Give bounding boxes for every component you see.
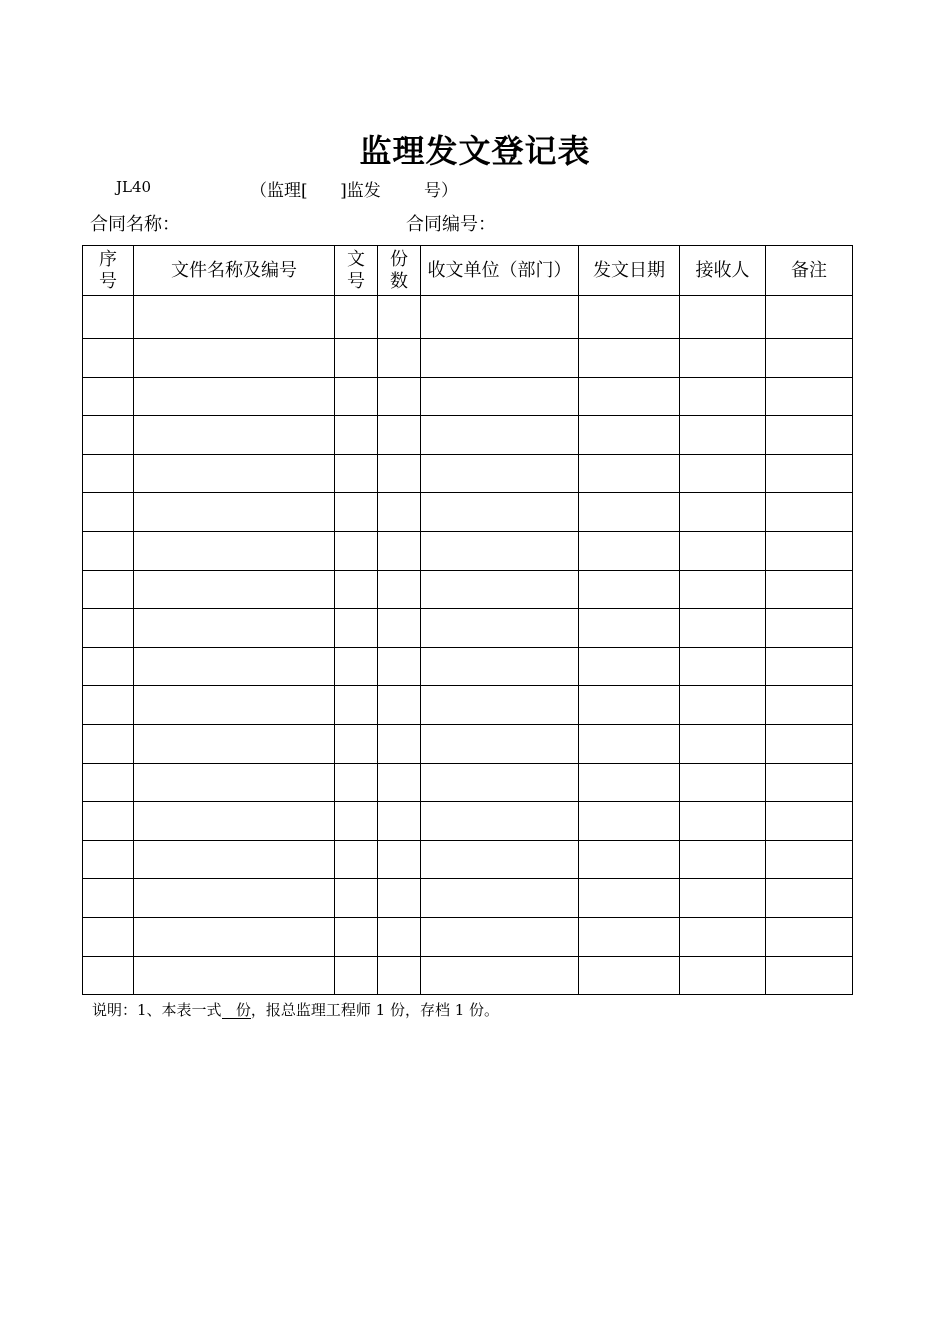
cell-remarks[interactable] — [766, 454, 853, 493]
cell-receiver[interactable] — [680, 570, 766, 609]
table-row — [83, 531, 853, 570]
cell-receiver[interactable] — [680, 377, 766, 416]
cell-recipient-unit[interactable] — [421, 724, 579, 763]
cell-send-date[interactable] — [579, 917, 680, 956]
cell-copies[interactable] — [378, 724, 421, 763]
table-row — [83, 416, 853, 455]
table-row — [83, 724, 853, 763]
cell-send-date[interactable] — [579, 840, 680, 879]
cell-doc-no[interactable] — [335, 686, 378, 725]
cell-receiver[interactable] — [680, 454, 766, 493]
cell-recipient-unit[interactable] — [421, 647, 579, 686]
cell-seq[interactable] — [83, 724, 134, 763]
cell-receiver[interactable] — [680, 531, 766, 570]
cell-file-name[interactable] — [134, 840, 335, 879]
cell-copies[interactable] — [378, 879, 421, 918]
contract-name-label: 合同名称： — [90, 214, 180, 235]
cell-recipient-unit[interactable] — [421, 377, 579, 416]
table-row — [83, 377, 853, 416]
cell-remarks[interactable] — [766, 531, 853, 570]
cell-seq[interactable] — [83, 339, 134, 378]
cell-seq[interactable] — [83, 879, 134, 918]
header-copies: 份数 — [378, 246, 421, 296]
cell-recipient-unit[interactable] — [421, 917, 579, 956]
footnote — [92, 999, 499, 1020]
cell-doc-no[interactable] — [335, 840, 378, 879]
cell-doc-no[interactable] — [335, 531, 378, 570]
cell-doc-no[interactable] — [335, 647, 378, 686]
cell-send-date[interactable] — [579, 416, 680, 455]
cell-receiver[interactable] — [680, 339, 766, 378]
cell-seq[interactable] — [83, 686, 134, 725]
cell-copies[interactable] — [378, 296, 421, 339]
cell-copies[interactable] — [378, 531, 421, 570]
cell-send-date[interactable] — [579, 763, 680, 802]
cell-recipient-unit[interactable] — [421, 570, 579, 609]
cell-send-date[interactable] — [579, 454, 680, 493]
cell-copies[interactable] — [378, 416, 421, 455]
table-row — [83, 802, 853, 841]
cell-file-name[interactable] — [134, 416, 335, 455]
cell-copies[interactable] — [378, 570, 421, 609]
cell-seq[interactable] — [83, 956, 134, 995]
cell-seq[interactable] — [83, 531, 134, 570]
cell-file-name[interactable] — [134, 570, 335, 609]
cell-remarks[interactable] — [766, 570, 853, 609]
cell-copies[interactable] — [378, 840, 421, 879]
cell-seq[interactable] — [83, 454, 134, 493]
copies-blank-unit: 份 — [235, 1001, 251, 1019]
cell-doc-no[interactable] — [335, 879, 378, 918]
table-row — [83, 454, 853, 493]
table-row — [83, 840, 853, 879]
cell-file-name[interactable] — [134, 956, 335, 995]
table-header-row — [83, 246, 853, 296]
cell-send-date[interactable] — [579, 493, 680, 532]
cell-send-date[interactable] — [579, 570, 680, 609]
cell-recipient-unit[interactable] — [421, 339, 579, 378]
cell-doc-no[interactable] — [335, 917, 378, 956]
cell-receiver[interactable] — [680, 763, 766, 802]
cell-remarks[interactable] — [766, 647, 853, 686]
cell-file-name[interactable] — [134, 763, 335, 802]
header-file-name: 文件名称及编号 — [134, 246, 335, 296]
cell-seq[interactable] — [83, 416, 134, 455]
cell-receiver[interactable] — [680, 609, 766, 648]
doc-number-suffix: 号） — [423, 181, 458, 201]
header-doc-no: 文号 — [335, 246, 378, 296]
cell-remarks[interactable] — [766, 296, 853, 339]
cell-file-name[interactable] — [134, 879, 335, 918]
cell-file-name[interactable] — [134, 917, 335, 956]
cell-copies[interactable] — [378, 686, 421, 725]
table-row — [83, 686, 853, 725]
cell-seq[interactable] — [83, 570, 134, 609]
cell-remarks[interactable] — [766, 724, 853, 763]
footnote-after: ，报总监理工程师 1 份，存档 1 份。 — [250, 1001, 500, 1019]
table-row — [83, 956, 853, 995]
table-row — [83, 296, 853, 339]
cell-recipient-unit[interactable] — [421, 454, 579, 493]
header-remarks: 备注 — [766, 246, 853, 296]
cell-file-name[interactable] — [134, 339, 335, 378]
doc-number-blank — [308, 181, 340, 201]
cell-copies[interactable] — [378, 339, 421, 378]
cell-remarks[interactable] — [766, 840, 853, 879]
table-row — [83, 763, 853, 802]
cell-remarks[interactable] — [766, 802, 853, 841]
cell-file-name[interactable] — [134, 802, 335, 841]
cell-receiver[interactable] — [680, 296, 766, 339]
cell-doc-no[interactable] — [335, 339, 378, 378]
cell-seq[interactable] — [83, 493, 134, 532]
doc-number-blank-2 — [381, 181, 424, 201]
cell-seq[interactable] — [83, 840, 134, 879]
cell-doc-no[interactable] — [335, 609, 378, 648]
table-body — [83, 296, 853, 995]
cell-send-date[interactable] — [579, 686, 680, 725]
cell-remarks[interactable] — [766, 879, 853, 918]
dispatch-register-table — [82, 245, 853, 995]
cell-file-name[interactable] — [134, 686, 335, 725]
cell-recipient-unit[interactable] — [421, 763, 579, 802]
cell-receiver[interactable] — [680, 840, 766, 879]
cell-copies[interactable] — [378, 377, 421, 416]
doc-number-middle: ]监发 — [340, 181, 381, 201]
cell-copies[interactable] — [378, 454, 421, 493]
doc-number-prefix: （监理[ — [250, 181, 308, 201]
cell-recipient-unit[interactable] — [421, 686, 579, 725]
cell-send-date[interactable] — [579, 377, 680, 416]
cell-recipient-unit[interactable] — [421, 493, 579, 532]
cell-receiver[interactable] — [680, 724, 766, 763]
cell-receiver[interactable] — [680, 493, 766, 532]
form-code: JL40 — [116, 178, 152, 196]
copies-blank[interactable] — [222, 1002, 251, 1019]
cell-doc-no[interactable] — [335, 296, 378, 339]
cell-doc-no[interactable] — [335, 454, 378, 493]
cell-receiver[interactable] — [680, 802, 766, 841]
cell-copies[interactable] — [378, 493, 421, 532]
table-row — [83, 879, 853, 918]
cell-file-name[interactable] — [134, 724, 335, 763]
cell-recipient-unit[interactable] — [421, 956, 579, 995]
cell-file-name[interactable] — [134, 531, 335, 570]
cell-remarks[interactable] — [766, 956, 853, 995]
header-recipient-unit: 收文单位（部门） — [421, 246, 579, 296]
cell-recipient-unit[interactable] — [421, 609, 579, 648]
cell-remarks[interactable] — [766, 763, 853, 802]
cell-file-name[interactable] — [134, 377, 335, 416]
page-title: 监理发文登记表 — [359, 132, 591, 170]
header-seq: 序号 — [83, 246, 134, 296]
cell-file-name[interactable] — [134, 647, 335, 686]
cell-send-date[interactable] — [579, 879, 680, 918]
cell-seq[interactable] — [83, 609, 134, 648]
cell-recipient-unit[interactable] — [421, 531, 579, 570]
footnote-before: 说明：1、本表一式 — [92, 1001, 222, 1019]
cell-recipient-unit[interactable] — [421, 840, 579, 879]
cell-seq[interactable] — [83, 647, 134, 686]
table-row — [83, 609, 853, 648]
cell-receiver[interactable] — [680, 879, 766, 918]
cell-seq[interactable] — [83, 917, 134, 956]
cell-receiver[interactable] — [680, 956, 766, 995]
cell-file-name[interactable] — [134, 454, 335, 493]
cell-send-date[interactable] — [579, 339, 680, 378]
cell-seq[interactable] — [83, 377, 134, 416]
cell-file-name[interactable] — [134, 296, 335, 339]
cell-send-date[interactable] — [579, 531, 680, 570]
cell-copies[interactable] — [378, 956, 421, 995]
contract-number-label: 合同编号： — [406, 214, 496, 235]
table-row — [83, 339, 853, 378]
cell-remarks[interactable] — [766, 416, 853, 455]
cell-send-date[interactable] — [579, 724, 680, 763]
cell-receiver[interactable] — [680, 917, 766, 956]
cell-doc-no[interactable] — [335, 956, 378, 995]
cell-remarks[interactable] — [766, 917, 853, 956]
cell-copies[interactable] — [378, 609, 421, 648]
cell-send-date[interactable] — [579, 647, 680, 686]
cell-doc-no[interactable] — [335, 416, 378, 455]
table-row — [83, 917, 853, 956]
cell-send-date[interactable] — [579, 956, 680, 995]
cell-receiver[interactable] — [680, 416, 766, 455]
cell-receiver[interactable] — [680, 686, 766, 725]
header-receiver: 接收人 — [680, 246, 766, 296]
doc-number-line — [250, 176, 458, 201]
cell-doc-no[interactable] — [335, 493, 378, 532]
cell-copies[interactable] — [378, 647, 421, 686]
cell-file-name[interactable] — [134, 493, 335, 532]
cell-recipient-unit[interactable] — [421, 879, 579, 918]
cell-doc-no[interactable] — [335, 763, 378, 802]
cell-seq[interactable] — [83, 763, 134, 802]
cell-recipient-unit[interactable] — [421, 802, 579, 841]
cell-doc-no[interactable] — [335, 377, 378, 416]
header-send-date: 发文日期 — [579, 246, 680, 296]
table-row — [83, 647, 853, 686]
cell-remarks[interactable] — [766, 339, 853, 378]
cell-remarks[interactable] — [766, 609, 853, 648]
cell-remarks[interactable] — [766, 377, 853, 416]
cell-doc-no[interactable] — [335, 570, 378, 609]
cell-remarks[interactable] — [766, 493, 853, 532]
cell-copies[interactable] — [378, 917, 421, 956]
cell-send-date[interactable] — [579, 609, 680, 648]
cell-seq[interactable] — [83, 296, 134, 339]
cell-remarks[interactable] — [766, 686, 853, 725]
table-row — [83, 493, 853, 532]
cell-doc-no[interactable] — [335, 802, 378, 841]
table-row — [83, 570, 853, 609]
cell-file-name[interactable] — [134, 609, 335, 648]
cell-recipient-unit[interactable] — [421, 296, 579, 339]
cell-seq[interactable] — [83, 802, 134, 841]
cell-receiver[interactable] — [680, 647, 766, 686]
cell-send-date[interactable] — [579, 802, 680, 841]
cell-recipient-unit[interactable] — [421, 416, 579, 455]
cell-send-date[interactable] — [579, 296, 680, 339]
cell-copies[interactable] — [378, 802, 421, 841]
cell-doc-no[interactable] — [335, 724, 378, 763]
cell-copies[interactable] — [378, 763, 421, 802]
